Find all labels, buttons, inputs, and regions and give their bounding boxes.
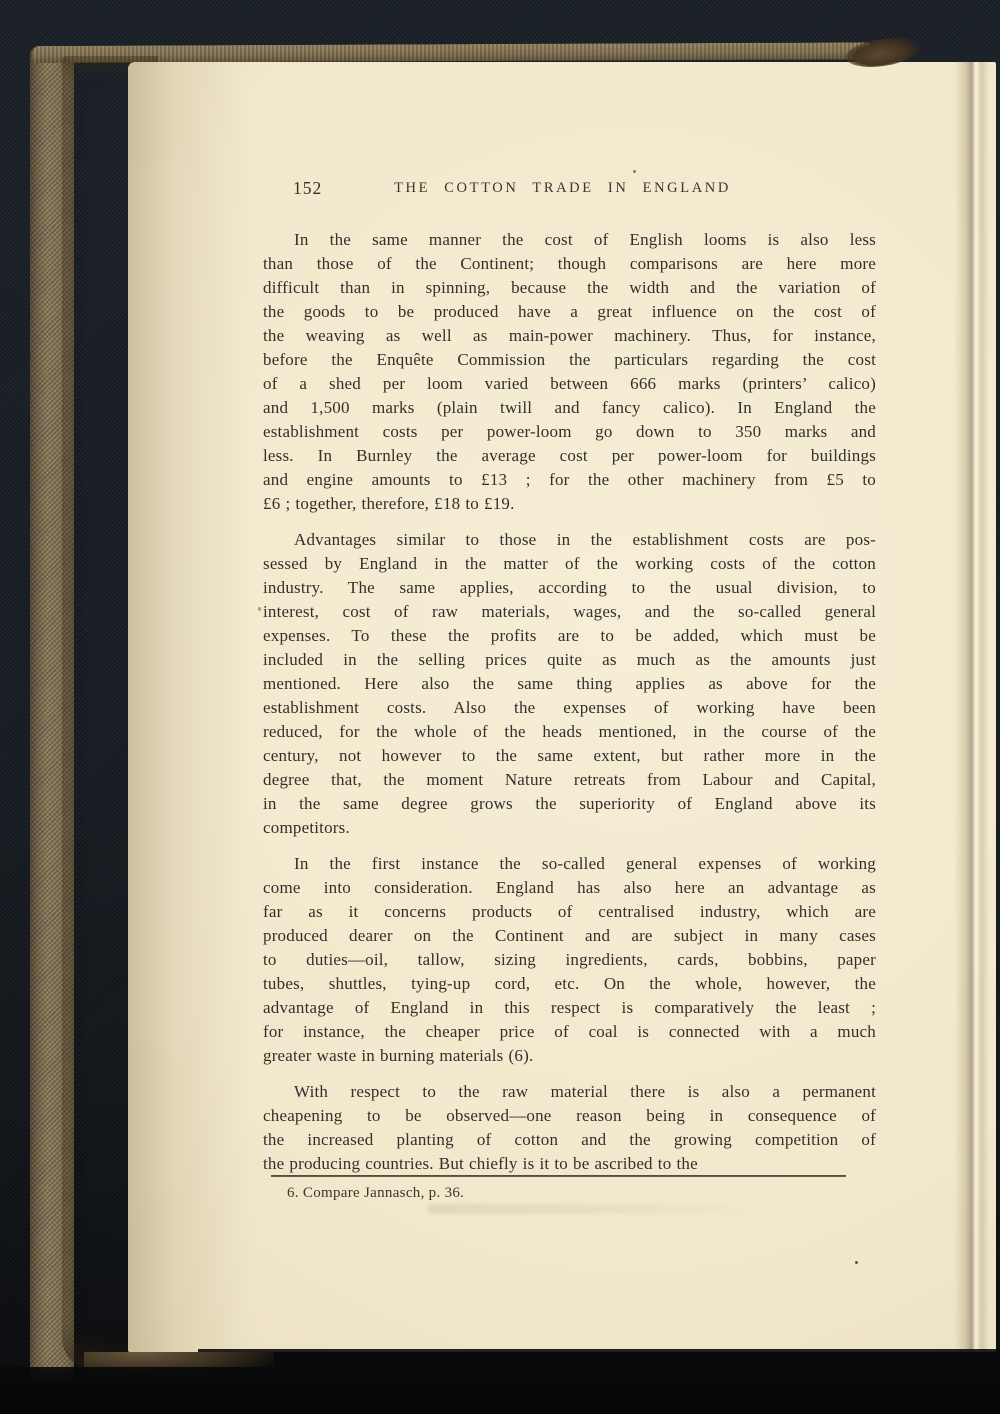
ink-speck bbox=[633, 170, 636, 173]
text-line: reduced, for the whole of the heads mentioned, in the course of the bbox=[263, 722, 876, 741]
paragraph bbox=[263, 228, 876, 516]
text-line: greater waste in burning materials (6). bbox=[263, 1046, 534, 1065]
text-line: degree that, the moment Nature retreats from Labour and Capital, bbox=[263, 770, 876, 789]
text-line: and 1,500 marks (plain twill and fancy calico). In England the bbox=[263, 398, 876, 417]
text-line: In the same manner the cost of English looms is also less bbox=[294, 230, 876, 249]
bleed-through-smudge bbox=[428, 1204, 758, 1214]
text-line: In the first instance the so-called general expenses of working bbox=[294, 854, 876, 873]
text-line: cheapening to be observed—one reason being in consequence of bbox=[263, 1106, 876, 1125]
text-line: the weaving as well as main-power machinery. Thus, for instance, bbox=[263, 326, 876, 345]
footnote-block bbox=[263, 1175, 876, 1202]
text-line: century, not however to the same extent, but rather more in the bbox=[263, 746, 876, 765]
text-line: of a shed per loom varied between 666 marks (printers’ calico) bbox=[263, 374, 876, 393]
book-page bbox=[128, 62, 996, 1352]
paragraph bbox=[263, 1080, 876, 1176]
text-line: and engine amounts to £13 ; for the other machinery from £5 to bbox=[263, 470, 876, 489]
text-line: come into consideration. England has also here an advantage as bbox=[263, 878, 876, 897]
text-line: mentioned. Here also the same thing applies as above for the bbox=[263, 674, 876, 693]
text-line: before the Enquête Commission the particulars regarding the cost bbox=[263, 350, 876, 369]
text-line: the increased planting of cotton and the growing competition of bbox=[263, 1130, 876, 1149]
text-line: With respect to the raw material there is also a permanent bbox=[294, 1082, 876, 1101]
text-line: establishment costs per power-loom go down to 350 marks and bbox=[263, 422, 876, 441]
text-line: establishment costs. Also the expenses of working have been bbox=[263, 698, 876, 717]
text-line: less. In Burnley the average cost per power-loom for buildings bbox=[263, 446, 876, 465]
footnote-text: 6. Compare Jannasch, p. 36. bbox=[287, 1185, 465, 1201]
printed-text-block bbox=[263, 176, 876, 1188]
text-line: competitors. bbox=[263, 818, 350, 837]
text-line: advantage of England in this respect is comparatively the least ; bbox=[263, 998, 876, 1017]
text-line: interest, cost of raw materials, wages, and the so-called general bbox=[263, 602, 876, 621]
ink-speck bbox=[855, 1261, 858, 1264]
text-line: far as it concerns products of centralised industry, which are bbox=[263, 902, 876, 921]
page-gutter-crease bbox=[954, 62, 988, 1352]
page-header bbox=[263, 176, 876, 202]
text-line: tubes, shuttles, tying-up cord, etc. On the whole, however, the bbox=[263, 974, 876, 993]
page-number: 152 bbox=[293, 178, 323, 198]
text-line: Advantages similar to those in the establishment costs are pos- bbox=[294, 530, 876, 549]
text-line: in the same degree grows the superiority of England above its bbox=[263, 794, 876, 813]
paragraph bbox=[263, 528, 876, 840]
footnote-rule bbox=[271, 1175, 846, 1177]
text-line: expenses. To these the profits are to be added, which must be bbox=[263, 626, 876, 645]
text-line: than those of the Continent; though comparisons are here more bbox=[263, 254, 876, 273]
text-line: industry. The same applies, according to the usual division, to bbox=[263, 578, 876, 597]
text-line: the producing countries. But chiefly is it to be ascribed to the bbox=[263, 1154, 698, 1173]
text-line: to duties—oil, tallow, sizing ingredients, cards, bobbins, paper bbox=[263, 950, 876, 969]
text-line: sessed by England in the matter of the working costs of the cotton bbox=[263, 554, 876, 573]
ink-speck bbox=[258, 607, 261, 611]
body-paragraphs bbox=[263, 228, 876, 1176]
text-line: included in the selling prices quite as much as the amounts just bbox=[263, 650, 876, 669]
text-line: £6 ; together, therefore, £18 to £19. bbox=[263, 494, 515, 513]
text-line: for instance, the cheaper price of coal is connected with a much bbox=[263, 1022, 876, 1041]
running-title: THE COTTON TRADE IN ENGLAND bbox=[394, 180, 731, 196]
text-line: difficult than in spinning, because the width and the variation of bbox=[263, 278, 876, 297]
bottom-shadow bbox=[0, 1367, 1000, 1414]
text-line: the goods to be produced have a great influence on the cost of bbox=[263, 302, 876, 321]
paragraph bbox=[263, 852, 876, 1068]
text-line: produced dearer on the Continent and are subject in many cases bbox=[263, 926, 876, 945]
